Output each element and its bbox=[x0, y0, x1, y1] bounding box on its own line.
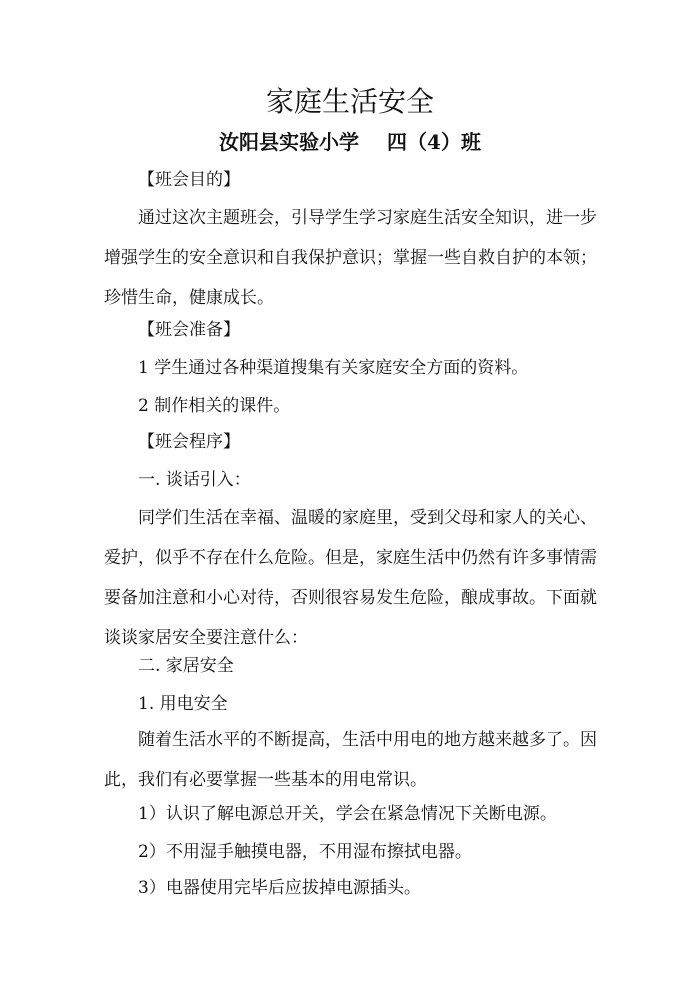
intro-paragraph bbox=[104, 498, 600, 658]
home-safety-heading: 二. 家居安全 bbox=[138, 656, 234, 676]
electric-paragraph bbox=[104, 720, 600, 800]
electric-rule-1: 1）认识了解电源总开关，学会在紧急情况下关断电源。 bbox=[138, 804, 557, 824]
intro-line: 谈谈家居安全要注意什么： bbox=[104, 628, 308, 648]
intro-heading: 一. 谈话引入： bbox=[138, 470, 251, 490]
intro-line: 要备加注意和小心对待，否则很容易发生危险，酿成事故。下面就 bbox=[104, 588, 597, 608]
intro-line: 同学们生活在幸福、温暖的家庭里，受到父母和家人的关心、 bbox=[138, 508, 597, 528]
class-name: 四（4）班 bbox=[387, 130, 481, 154]
electric-safety-heading: 1. 用电安全 bbox=[138, 694, 228, 714]
electric-line: 随着生活水平的不断提高，生活中用电的地方越来越多了。因 bbox=[138, 730, 597, 750]
prep-heading: 【班会准备】 bbox=[138, 320, 240, 340]
purpose-line: 通过这次主题班会，引导学生学习家庭生活安全知识，进一步 bbox=[138, 208, 597, 228]
purpose-line: 珍惜生命，健康成长。 bbox=[104, 288, 274, 308]
school-name: 汝阳县实验小学 bbox=[219, 130, 360, 154]
program-heading: 【班会程序】 bbox=[138, 432, 240, 452]
purpose-line: 增强学生的安全意识和自我保护意识；掌握一些自救自护的本领； bbox=[104, 248, 597, 268]
electric-rule-3: 3）电器使用完毕后应拔掉电源插头。 bbox=[138, 878, 421, 898]
electric-rule-2: 2）不用湿手触摸电器，不用湿布擦拭电器。 bbox=[138, 842, 472, 862]
prep-item-2: 2 制作相关的课件。 bbox=[138, 396, 291, 416]
document-title: 家庭生活安全 bbox=[265, 85, 434, 118]
prep-item-1: 1 学生通过各种渠道搜集有关家庭安全方面的资料。 bbox=[138, 358, 529, 378]
purpose-heading: 【班会目的】 bbox=[138, 170, 240, 190]
document-subtitle bbox=[0, 128, 700, 156]
intro-line: 爱护，似乎不存在什么危险。但是，家庭生活中仍然有许多事情需 bbox=[104, 548, 597, 568]
purpose-paragraph bbox=[104, 198, 600, 318]
electric-line: 此，我们有必要掌握一些基本的用电常识。 bbox=[104, 770, 427, 790]
